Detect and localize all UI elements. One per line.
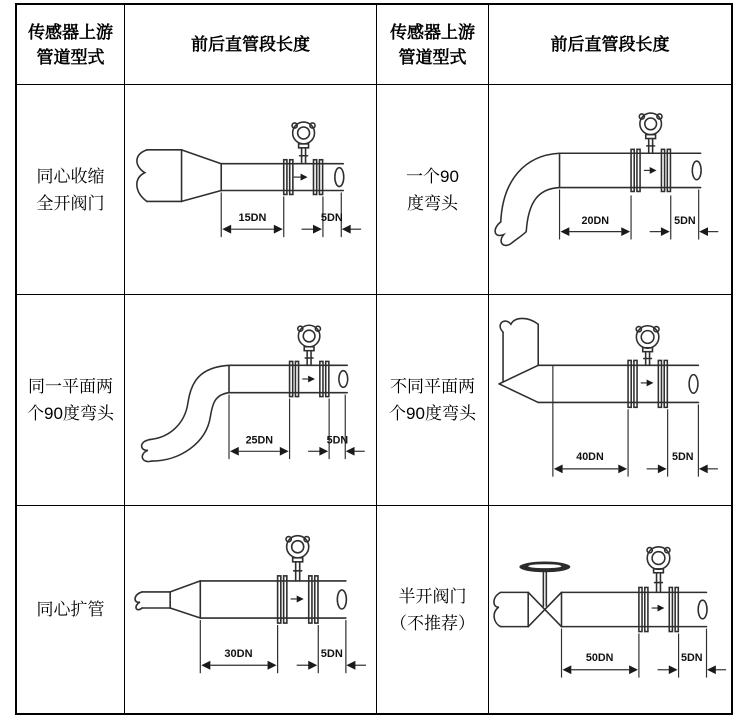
header-cell-pipe-type-right — [377, 5, 489, 85]
concentric-reducer-drawing — [125, 85, 376, 294]
downstream-length-label: 5DN — [326, 434, 349, 447]
pipe-outline — [499, 318, 698, 402]
downstream-length-label: 5DN — [320, 212, 343, 225]
pipe-type-label-half-open-valve: 半开阀门 （不推荐） — [377, 506, 489, 713]
diagram-different-plane-elbows — [489, 295, 731, 506]
out-of-plane-elbow-drawing — [489, 295, 731, 505]
installation-requirements-table — [15, 3, 733, 715]
upstream-length-label: 15DN — [238, 212, 267, 225]
s-bend-drawing — [125, 295, 376, 505]
upstream-length-label: 25DN — [245, 434, 274, 447]
pipe-type-label-same-plane-elbows: 同一平面两 个90度弯头 — [17, 295, 125, 506]
flowmeter-icon — [278, 536, 318, 623]
diagram-single-90-elbow — [489, 85, 731, 295]
expander-drawing — [125, 506, 376, 713]
dimension-lines — [553, 365, 718, 476]
diagram-concentric-expander — [125, 506, 377, 713]
upstream-length-label: 20DN — [581, 214, 610, 227]
dimension-lines — [562, 629, 727, 678]
flowmeter-icon — [631, 113, 670, 191]
pipe-type-label-different-plane-elbows: 不同平面两 个90度弯头 — [377, 295, 489, 506]
upstream-length-label: 40DN — [576, 451, 604, 464]
header-text: 传感器上游 — [28, 22, 113, 42]
gate-valve-icon — [519, 561, 570, 626]
dimension-lines — [221, 192, 361, 237]
dimension-lines — [200, 620, 366, 673]
single-elbow-drawing — [489, 85, 731, 294]
pipe-outline — [142, 365, 348, 461]
diagram-concentric-reducer — [125, 85, 377, 295]
header-text: 管道型式 — [36, 47, 105, 67]
header-cell-straight-length-right — [489, 5, 731, 85]
upstream-length-label: 50DN — [585, 651, 614, 664]
header-text: 前后直管段长度 — [191, 35, 310, 54]
diagram-half-open-valve — [489, 506, 731, 713]
header-cell-pipe-type-left — [17, 5, 125, 85]
upstream-length-label: 30DN — [224, 648, 253, 661]
pipe-type-label-concentric-reducer: 同心收缩 全开阀门 — [17, 85, 125, 295]
downstream-length-label: 5DN — [681, 651, 703, 664]
downstream-length-label: 5DN — [672, 451, 694, 464]
flowmeter-icon — [639, 547, 678, 632]
header-cell-straight-length-left — [125, 5, 377, 85]
pipe-type-label-single-elbow: 一个90 度弯头 — [377, 85, 489, 295]
header-text: 管道型式 — [398, 47, 467, 67]
diagram-same-plane-elbows — [125, 295, 377, 506]
downstream-length-label: 5DN — [320, 648, 343, 661]
pipe-type-label-concentric-expander: 同心扩管 — [17, 506, 125, 713]
flowmeter-icon — [290, 325, 329, 396]
flowmeter-icon — [284, 122, 323, 194]
downstream-length-label: 5DN — [674, 214, 696, 227]
header-text: 前后直管段长度 — [550, 35, 670, 54]
half-open-valve-drawing — [489, 506, 731, 713]
flowmeter-icon — [628, 326, 667, 408]
header-text: 传感器上游 — [390, 22, 475, 42]
dimension-lines — [229, 395, 365, 459]
dimension-lines — [560, 190, 719, 240]
